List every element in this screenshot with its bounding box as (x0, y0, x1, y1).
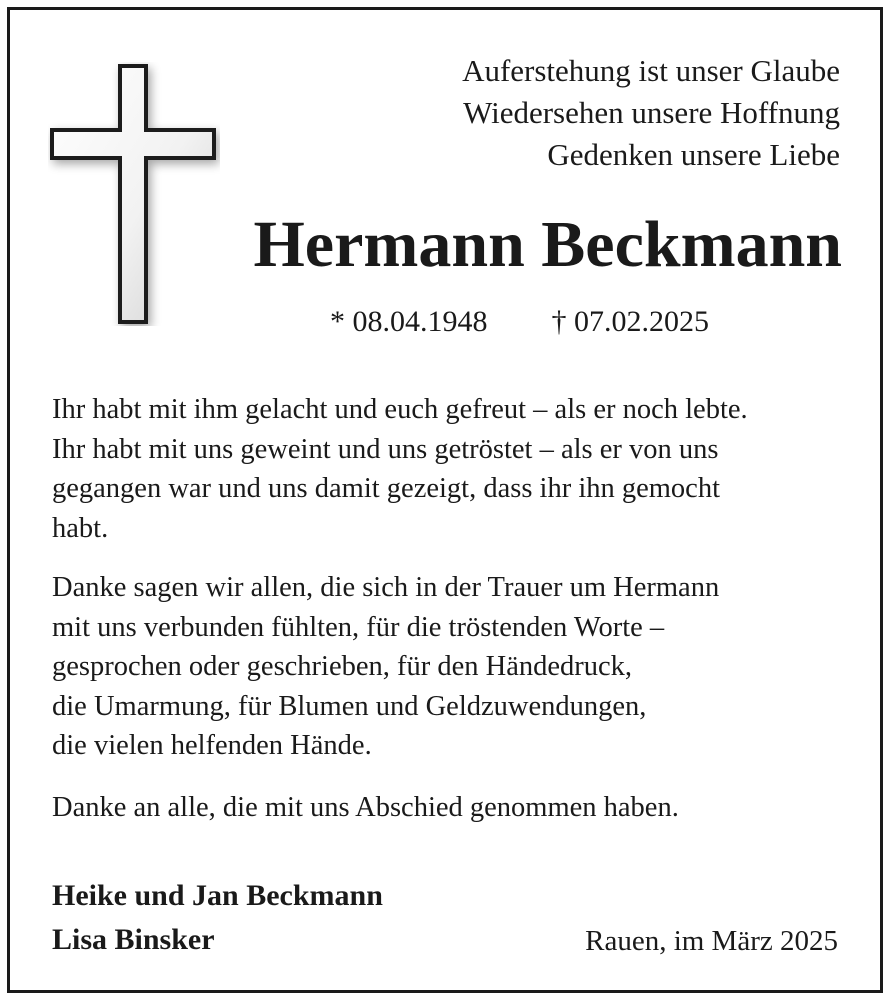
place-date: Rauen, im März 2025 (585, 925, 838, 957)
signers (52, 874, 383, 962)
paragraph (52, 568, 719, 766)
motto-line: Wiedersehen unsere Hoffnung (463, 95, 840, 130)
death-date: † 07.02.2025 (551, 305, 709, 338)
motto-line: Gedenken unsere Liebe (547, 137, 840, 172)
text-line: die vielen helfenden Hände. (52, 730, 372, 761)
signer-name: Lisa Binsker (52, 923, 215, 956)
text-line: Ihr habt mit uns geweint und uns getröstet – als er von uns (52, 433, 719, 465)
paragraph (52, 390, 748, 548)
life-dates (330, 302, 709, 342)
text-line: Ihr habt mit ihm gelacht und euch gefreut – als er noch lebte. (52, 394, 748, 425)
text-line: Danke an alle, die mit uns Abschied genommen haben. (52, 792, 679, 823)
text-line: mit uns verbunden fühlten, für die tröstenden Worte – (52, 611, 665, 643)
birth-date: * 08.04.1948 (330, 305, 488, 338)
text-line: habt. (52, 512, 109, 544)
motto (462, 50, 840, 176)
text-line: gegangen war und uns damit gezeigt, dass ihr ihn gemocht (52, 473, 720, 504)
deceased-name: Hermann Beckmann (253, 208, 842, 281)
paragraph (52, 788, 679, 828)
motto-line: Auferstehung ist unser Glaube (462, 53, 840, 88)
text-line: die Umarmung, für Blumen und Geldzuwendungen, (52, 690, 647, 722)
cross-icon (48, 62, 220, 326)
text-line: Danke sagen wir allen, die sich in der Trauer um Hermann (52, 572, 720, 603)
text-line: gesprochen oder geschrieben, für den Händedruck, (52, 651, 633, 682)
signer-name: Heike und Jan Beckmann (52, 879, 383, 912)
